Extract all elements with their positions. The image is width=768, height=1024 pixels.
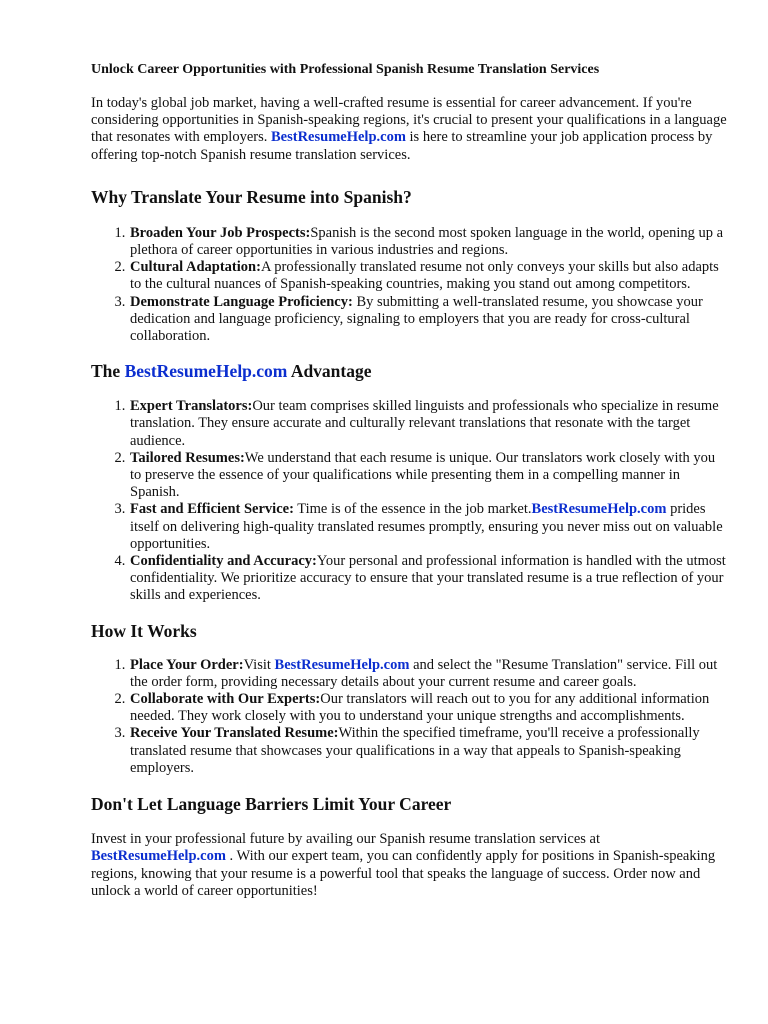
item-bold: Expert Translators: <box>130 398 253 415</box>
advantage-list <box>91 398 728 604</box>
list-item <box>129 259 728 293</box>
item-bold: Receive Your Translated Resume: <box>130 725 339 742</box>
list-item <box>129 691 728 725</box>
closing-link[interactable]: BestResumeHelp.com <box>91 848 226 865</box>
item-text: By submitting a well-translated resume, you showcase your dedication and language proficiency, signaling to employers that you are ready for cross-cultural collaboration. <box>130 293 703 345</box>
how-item-link[interactable]: BestResumeHelp.com <box>274 656 410 673</box>
intro-paragraph <box>91 95 728 164</box>
item-bold: Collaborate with Our Experts: <box>130 691 321 708</box>
list-item <box>129 225 728 259</box>
closing-heading: Don't Let Language Barriers Limit Your Career <box>91 794 452 815</box>
item-text: Spanish is the second most spoken language in the world, opening up a plethora of career opportunities in various industries and regions. <box>130 224 724 259</box>
item-text: Within the specified timeframe, you'll receive a professionally translated resume that showcases your qualifications in a way that appeals to Spanish-speaking employers. <box>130 725 700 776</box>
list-item <box>129 657 728 691</box>
list-item <box>129 501 728 553</box>
how-heading: How It Works <box>91 620 197 641</box>
item-text: We understand that each resume is unique. Our translators work closely with you to preserve the essence of your qualifications while presenting them in a compelling manner in Spanish. <box>130 449 716 501</box>
item-bold: Broaden Your Job Prospects: <box>130 224 311 241</box>
intro-link[interactable]: BestResumeHelp.com <box>271 129 406 146</box>
intro-text-after: is here to streamline your job application process by offering top-notch Spanish resume translation services. <box>91 129 713 163</box>
item-bold: Tailored Resumes: <box>130 449 245 466</box>
item-text: Time is of the essence in the job market. <box>297 501 532 518</box>
intro-text: In today's global job market, having a well-crafted resume is essential for career advancement. If you're considering opportunities in Spanish-speaking regions, it's crucial to present your qualifications in a language that resonates with employers. <box>91 95 727 146</box>
closing-text-after: . With our expert team, you can confidently apply for positions in Spanish-speaking regions, knowing that your resume is a powerful tool that speaks the language of success. Order now and unlock a world of career opportunities! <box>91 848 716 899</box>
closing-text: Invest in your professional future by availing our Spanish resume translation services at <box>91 831 600 848</box>
item-bold: Demonstrate Language Proficiency: <box>130 293 353 310</box>
item-text: Visit <box>243 656 271 673</box>
item-bold: Confidentiality and Accuracy: <box>130 553 317 570</box>
item-text-after: prides itself on delivering high-quality translated resumes promptly, ensuring you never miss out on valuable opportunities. <box>130 501 723 552</box>
item-text: A professionally translated resume not only conveys your skills but also adapts to the cultural nuances of Spanish-speaking countries, making you stand out among competitors. <box>130 259 719 293</box>
list-item <box>129 725 728 777</box>
why-heading: Why Translate Your Resume into Spanish? <box>91 186 412 207</box>
item-text: Our team comprises skilled linguists and professionals who specialize in resume translation. They ensure accurate and culturally relevant translations that resonate with the target audience. <box>130 398 719 449</box>
how-list <box>91 657 728 777</box>
heading-text: The <box>91 361 121 382</box>
closing-paragraph <box>91 831 728 900</box>
advantage-heading-link[interactable]: BestResumeHelp.com <box>124 361 288 382</box>
list-item <box>129 553 728 605</box>
item-text: Your personal and professional information is handled with the utmost confidentiality. We prioritize accuracy to ensure that your translated resume is a true reflection of your skills and experiences. <box>130 553 726 604</box>
list-item <box>129 294 728 346</box>
document-title: Unlock Career Opportunities with Professional Spanish Resume Translation Services <box>91 62 600 77</box>
item-text: Our translators will reach out to you for any additional information needed. They work closely with you to understand your unique strengths and accomplishments. <box>130 691 710 725</box>
why-list <box>91 225 728 345</box>
item-text-after: and select the "Resume Translation" service. Fill out the order form, providing necessary details about your current resume and career goals. <box>130 656 718 690</box>
advantage-item-link[interactable]: BestResumeHelp.com <box>531 501 667 518</box>
advantage-heading <box>91 361 728 381</box>
heading-text-after: Advantage <box>290 361 372 382</box>
item-bold: Place Your Order: <box>130 656 244 673</box>
item-bold: Fast and Efficient Service: <box>130 501 294 518</box>
list-item <box>129 398 728 450</box>
item-bold: Cultural Adaptation: <box>130 259 261 276</box>
list-item <box>129 450 728 502</box>
